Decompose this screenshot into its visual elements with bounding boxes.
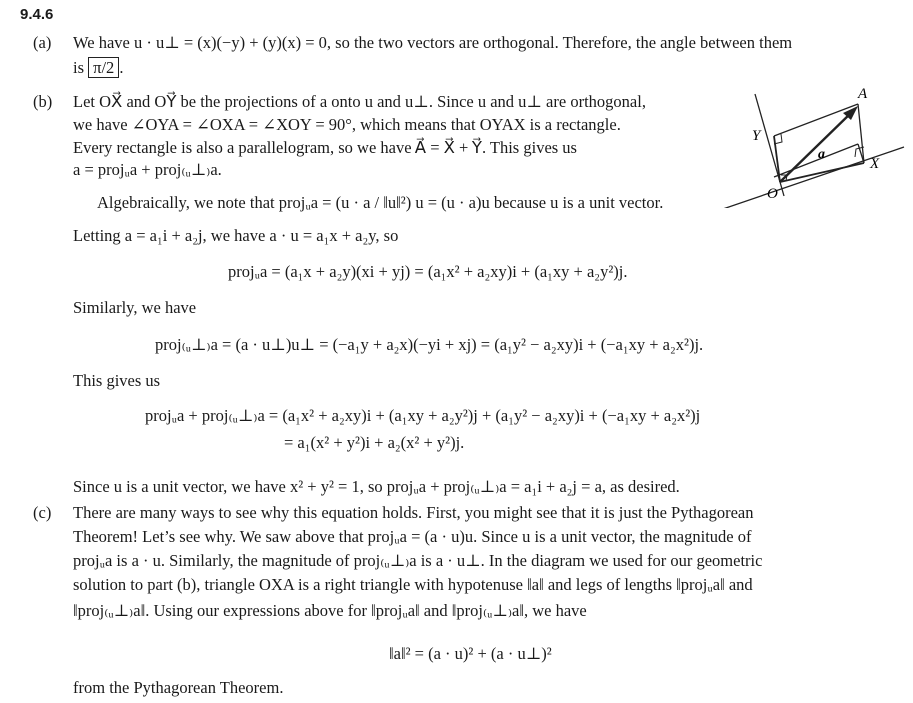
part-b-line-4: a = projᵤa + proj₍ᵤ⊥₎a.: [73, 160, 222, 179]
side-YA: [774, 144, 858, 177]
label-O: O: [767, 186, 778, 202]
part-c-final: from the Pythagorean Theorem.: [73, 678, 284, 697]
part-c-line-4: solution to part (b), triangle OXA is a right triangle with hypotenuse ‖a‖ and legs of lengths ‖projᵤa‖ and: [73, 575, 753, 594]
label-A: A: [858, 86, 868, 102]
vector-a: [780, 111, 853, 182]
part-c-line-3: projᵤa is a · u. Similarly, the magnitude of proj₍ᵤ⊥₎a is a · u⊥. In the diagram we used for our geometric: [73, 551, 763, 570]
part-a-line-1: We have u · u⊥ = (x)(−y) + (y)(x) = 0, so the two vectors are orthogonal. Therefore, the angle between them: [73, 33, 793, 52]
equation-proj-u-perp: proj₍ᵤ⊥₎a = (a · u⊥)u⊥ = (−a₁y + a₂x)(−yi + xj) = (a₁y² − a₂xy)i + (−a₁xy + a₂x²)j.: [155, 335, 704, 354]
part-b-line-2: we have ∠OYA = ∠OXA = ∠XOY = 90°, which means that OYAX is a rectangle.: [73, 115, 621, 134]
part-b-label: (b): [33, 92, 53, 111]
part-c-line-1: There are many ways to see why this equation holds. First, you might see that it is just the Pythagorean: [73, 503, 754, 522]
part-a-label: (a): [33, 33, 52, 52]
label-Y: Y: [752, 128, 761, 144]
section-number: 9.4.6: [20, 6, 54, 23]
part-b-line-3: Every rectangle is also a parallelogram, so we have A⃗ = X⃗ + Y⃗. This gives us: [73, 138, 577, 157]
pythagorean-equation: ‖a‖² = (a · u)² + (a · u⊥)²: [389, 644, 552, 663]
boxed-answer: π/2: [88, 57, 119, 78]
part-c-label: (c): [33, 503, 52, 522]
part-c-line-5: ‖proj₍ᵤ⊥₎a‖. Using our expressions above for ‖projᵤa‖ and ‖proj₍ᵤ⊥₎a‖, we have: [73, 601, 587, 620]
similarly-text: Similarly, we have: [73, 298, 197, 317]
vector-OX: [780, 163, 864, 182]
part-b-line-1: Let OX⃗ and OY⃗ be the projections of a onto u and u⊥. Since u and u⊥ are orthogonal,: [73, 92, 646, 111]
rectangle-projection-figure: [712, 84, 912, 208]
equation-sum-line-2: = a₁(x² + y²)i + a₂(x² + y²)j.: [284, 433, 465, 452]
equation-proj-u: projᵤa = (a₁x + a₂y)(xi + yj) = (a₁x² + a₂xy)i + (a₁xy + a₂y²)j.: [228, 262, 628, 281]
part-b-conclusion: Since u is a unit vector, we have x² + y² = 1, so projᵤa + proj₍ᵤ⊥₎a = a₁i + a₂j = a, as desired.: [73, 477, 680, 496]
part-a-line-2: [73, 57, 123, 79]
part-b-algebraic-line: Algebraically, we note that projᵤa = (u · a / ‖u‖²) u = (u · a)u because u is a unit vector.: [97, 193, 664, 212]
part-b-letting-line: Letting a = a₁i + a₂j, we have a · u = a₁x + a₂y, so: [73, 226, 399, 245]
equation-sum-line-1: projᵤa + proj₍ᵤ⊥₎a = (a₁x² + a₂xy)i + (a₁xy + a₂y²)j + (a₁y² − a₂xy)i + (−a₁xy + a₂x²)j: [145, 406, 701, 425]
gives-text: This gives us: [73, 371, 161, 390]
part-a-suffix: .: [119, 58, 124, 77]
part-a-prefix: is: [73, 58, 85, 77]
label-X: X: [870, 156, 880, 172]
label-a: a: [818, 147, 825, 162]
part-c-line-2: Theorem! Let’s see why. We saw above that projᵤa = (a · u)u. Since u is a unit vector, the magnitude of: [73, 527, 752, 546]
